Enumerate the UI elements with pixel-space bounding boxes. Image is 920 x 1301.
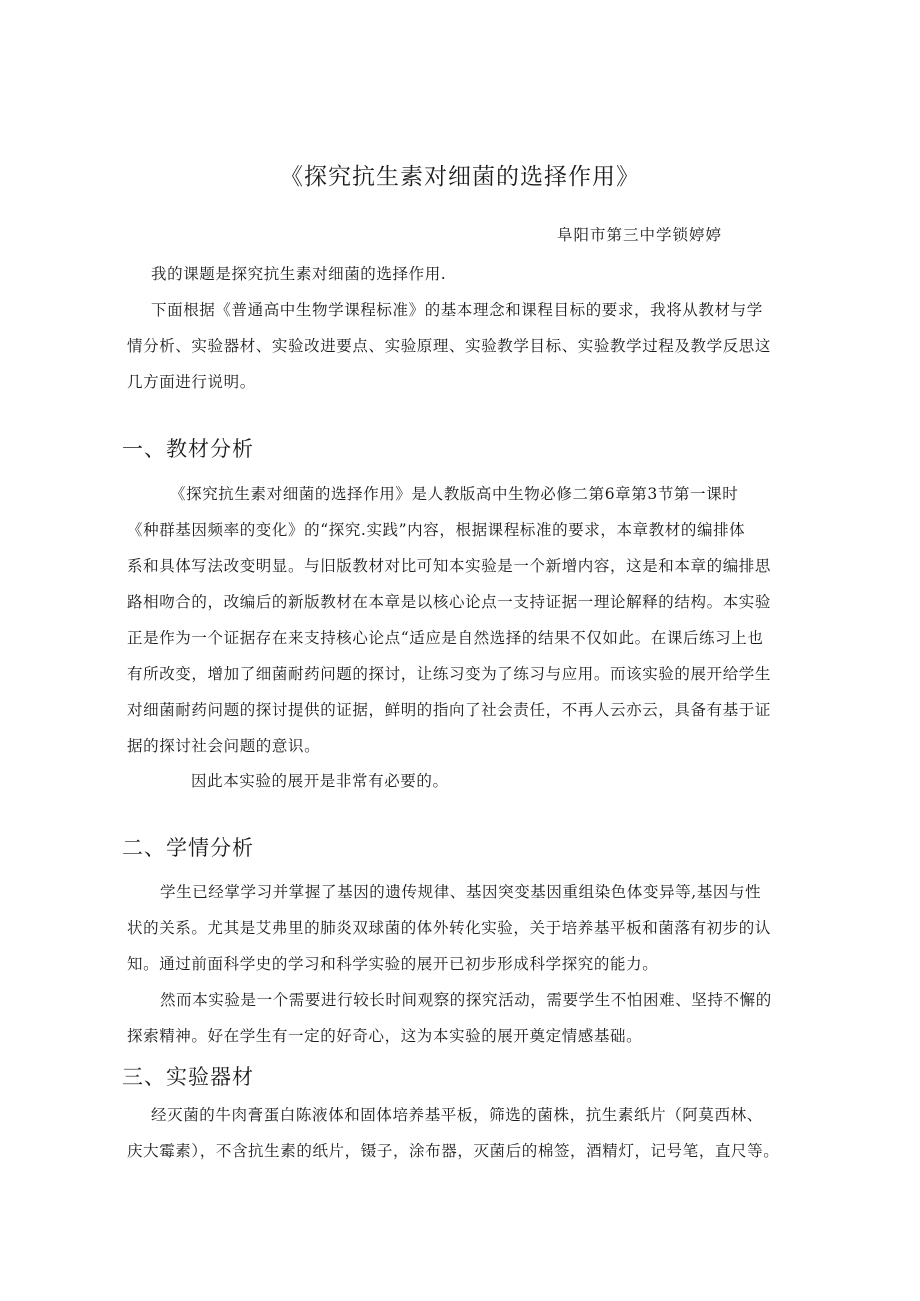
- intro-paragraph-line: 下面根据《普通高中生物学课程标准》的基本理念和课程目标的要求，我将从教材与学: [151, 301, 763, 319]
- paragraph-line: 状的关系。尤其是艾弗里的肺炎双球菌的体外转化实验，关于培养基平板和菌落有初步的认: [127, 919, 772, 937]
- paragraph-line: 《探究抗生素对细菌的选择作用》是人教版高中生物必修二第6章第3节第一课时: [170, 485, 739, 503]
- paragraph-line: 然而本实验是一个需要进行较长时间观察的探究活动，需要学生不怕困难、坚持不懈的: [160, 991, 772, 1009]
- document-title: 《探究抗生素对细菌的选择作用》: [280, 164, 640, 190]
- paragraph-line: 系和具体写法改变明显。与旧版教材对比可知本实验是一个新增内容，这是和本章的编排思: [127, 557, 772, 575]
- paragraph-line: 有所改变，增加了细菌耐药问题的探讨，让练习变为了练习与应用。而该实验的展开给学生: [127, 665, 772, 683]
- intro-paragraph-line: 几方面进行说明。: [127, 373, 256, 391]
- paragraph-line: 路相吻合的，改编后的新版教材在本章是以核心论点一支持证据一理论解释的结构。本实验: [127, 593, 772, 611]
- intro-line: 我的课题是探究抗生素对细菌的选择作用.: [151, 265, 447, 283]
- paragraph-line: 对细菌耐药问题的探讨提供的证据，鲜明的指向了社会责任，不再人云亦云，具备有基于证: [127, 701, 772, 719]
- paragraph-line: 经灭菌的牛肉膏蛋白陈液体和固体培养基平板，筛选的菌株，抗生素纸片（阿莫西林、: [151, 1106, 763, 1124]
- paragraph-line: 探索精神。好在学生有一定的好奇心，这为本实验的展开奠定情感基础。: [127, 1027, 643, 1045]
- paragraph-line: 因此本实验的展开是非常有必要的。: [191, 772, 449, 790]
- section-heading: 一、教材分析: [122, 437, 254, 461]
- paragraph-line: 《种群基因频率的变化》的“探究.实践”内容，根据课程标准的要求，本章教材的编排体: [127, 521, 746, 539]
- author-line: 阜阳市第三中学锁婷婷: [557, 226, 723, 244]
- section-heading: 三、实验器材: [122, 1065, 254, 1089]
- paragraph-line: 知。通过前面科学史的学习和科学实验的展开已初步形成科学探究的能力。: [127, 955, 659, 973]
- intro-paragraph-line: 情分析、实验器材、实验改进要点、实验原理、实验教学目标、实验教学过程及教学反思这: [127, 337, 772, 355]
- paragraph-line: 据的探讨社会问题的意识。: [127, 737, 321, 755]
- paragraph-line: 正是作为一个证据存在来支持核心论点“适应是自然选择的结果不仅如此。在课后练习上也: [127, 629, 764, 647]
- paragraph-line: 庆大霉素），不含抗生素的纸片，镊子，涂布器，灭菌后的棉签，酒精灯，记号笔，直尺等。: [127, 1142, 780, 1160]
- paragraph-line: 学生已经掌学习并掌握了基因的遗传规律、基因突变基因重组染色体变异等,基因与性: [160, 883, 762, 901]
- section-heading: 二、学情分析: [122, 836, 254, 860]
